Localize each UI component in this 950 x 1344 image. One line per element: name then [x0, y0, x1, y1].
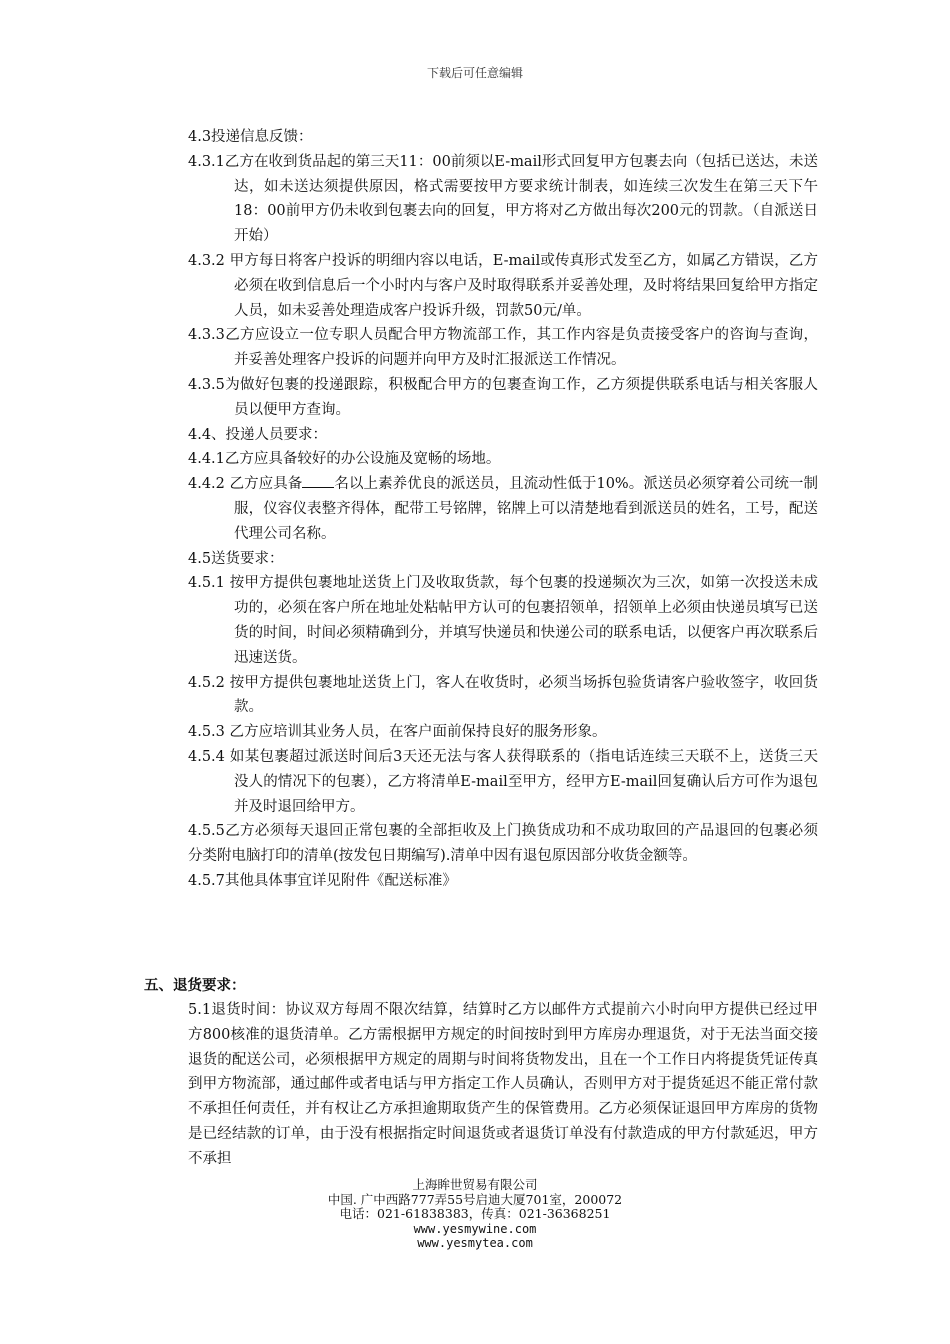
paragraph-4-3-3: 4.3.3乙方应设立一位专职人员配合甲方物流部工作，其工作内容是负责接受客户的咨询与查询，并妥善处理客户投诉的问题并向甲方及时汇报派送工作情况。 [188, 327, 818, 369]
paragraph-4-4: 4.4、投递人员要求： [188, 426, 328, 443]
footer-website-wine: www.yesmywine.com [413, 1221, 537, 1236]
footer-phone: 电话：021-61838383，传真：021-36368251 [339, 1206, 611, 1222]
paragraph-4-5-2: 4.5.2 按甲方提供包裹地址送货上门，客人在收货时，必须当场拆包验货请客户验收签字，收回货款。 [188, 674, 818, 716]
footer-website-tea: www.yesmytea.com [417, 1236, 533, 1251]
paragraph-4-5-5: 4.5.5乙方必须每天退回正常包裹的全部拒收及上门换货成功和不成功取回的产品退回的包裹必须分类附电脑打印的清单(按发包日期编写).清单中因有退包原因部分收货金额等。 [188, 823, 818, 865]
paragraph-4-5-7: 4.5.7其他具体事宜详见附件《配送标准》 [188, 872, 457, 889]
paragraph-4-4-2 [188, 472, 818, 546]
paragraph-4-4-2-start: 4.4.2 乙方应具备 [188, 476, 303, 493]
paragraph-5-1: 5.1退货时间：协议双方每周不限次结算，结算时乙方以邮件方式提前六小时向甲方提供已经过甲方800核准的退货清单。乙方需根据甲方规定的时间按时到甲方库房办理退货，对于无法当面交接退货的配送公司，必须根据甲方规定的周期与时间将货物发出，且在一个工作日内将提货凭证传真到甲方物流部，通过邮件或者电话与甲方指定工作人员确认，否则甲方对于提货延迟不能正常付款不承担任何责任，并有权让乙方承担逾期取货产生的保管费用。乙方必须保证退回甲方库房的货物是已经结款的订单，由于没有根据指定时间退货或者退货订单没有付款造成的甲方付款延迟，甲方不承担 [188, 1002, 818, 1167]
paragraph-4-3-2: 4.3.2 甲方每日将客户投诉的明细内容以电话，E-mail或传真形式发至乙方，如属乙方错误，乙方必须在收到信息后一个小时内与客户及时取得联系并妥善处理，及时将结果回复给甲方指定人员，如未妥善处理造成客户投诉升级，罚款50元/单。 [188, 252, 818, 319]
section-5-body [188, 998, 818, 1172]
paragraph-4-3: 4.3投递信息反馈： [188, 129, 313, 145]
paragraph-4-5-4: 4.5.4 如某包裹超过派送时间后3天还无法与客人获得联系的（指电话连续三天联不上，送货三天没人的情况下的包裹），乙方将清单E-mail至甲方，经甲方E-mail回复确认后方可作为退包并及时退回给甲方。 [188, 748, 818, 815]
paragraph-4-4-2-rest: 名以上素养优良的派送员，且流动性低于10%。派送员必须穿着公司统一制服，仪容仪表整齐得体，配带工号铭牌，铭牌上可以清楚地看到派送员的姓名，工号，配送代理公司名称。 [234, 476, 818, 542]
page-header-note: 下载后可任意编辑 [426, 66, 523, 80]
paragraph-4-4-1: 4.4.1乙方应具备较好的办公设施及宽畅的场地。 [188, 451, 501, 468]
footer-address: 中国. 广中西路777弄55号启迪大厦701室，200072 [327, 1191, 623, 1207]
page-footer [0, 1178, 950, 1251]
paragraph-4-3-1: 4.3.1乙方在收到货品起的第三天11：00前须以E-mail形式回复甲方包裹去向（包括已送达，未送达，如未送达须提供原因，格式需要按甲方要求统计制表，如连续三次发生在第三天下午18：00前甲方仍未收到包裹去向的回复，甲方将对乙方做出每次200元的罚款。（自派送日开始） [188, 153, 818, 245]
paragraph-4-5-3: 4.5.3 乙方应培训其业务人员，在客户面前保持良好的服务形象。 [188, 724, 607, 741]
document-body [188, 125, 818, 894]
paragraph-4-5: 4.5送货要求： [188, 550, 284, 567]
paragraph-4-5-1: 4.5.1 按甲方提供包裹地址送货上门及收取货款，每个包裹的投递频次为三次，如第一次投送未成功的，必须在客户所在地址处粘帖甲方认可的包裹招领单，招领单上必须由快递员填写已送货的时间，时间必须精确到分，并填写快递员和快递公司的联系电话，以便客户再次联系后迅速送货。 [188, 575, 818, 666]
section-5-title: 五、退货要求： [144, 978, 246, 994]
paragraph-4-3-5: 4.3.5为做好包裹的投递跟踪，积极配合甲方的包裹查询工作，乙方须提供联系电话与相关客服人员以便甲方查询。 [188, 376, 818, 418]
fill-in-blank [302, 473, 334, 488]
footer-company: 上海眸世贸易有限公司 [412, 1177, 538, 1192]
